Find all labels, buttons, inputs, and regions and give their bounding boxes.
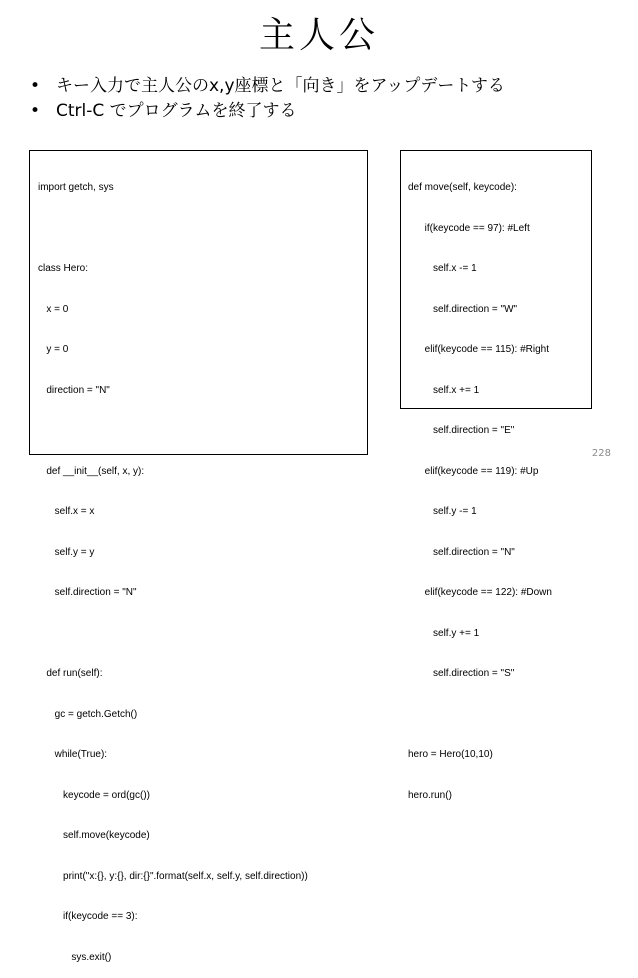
page-number: 228	[591, 448, 611, 459]
code-line: self.direction = "N"	[38, 587, 137, 598]
code-line: import getch, sys	[38, 182, 114, 193]
code-line	[38, 627, 367, 641]
code-line: gc = getch.Getch()	[38, 708, 138, 720]
bullet-list	[30, 74, 505, 124]
code-line: class Hero:	[38, 263, 89, 274]
bullet-text: Ctrl-C でプログラムを終了する	[56, 101, 297, 121]
code-line	[38, 222, 367, 236]
code-line: def move(self, keycode):	[408, 182, 517, 193]
code-line: direction = "N"	[38, 384, 110, 396]
code-line: elif(keycode == 115): #Right	[408, 344, 550, 355]
code-block-hero-class	[29, 150, 368, 963]
code-line: self.direction = "E"	[408, 425, 515, 436]
code-block-move-method	[400, 150, 592, 801]
code-line: self.direction = "W"	[408, 303, 518, 315]
code-line: self.x = x	[38, 506, 95, 517]
code-line: self.y = y	[38, 546, 95, 558]
code-line: hero = Hero(10,10)	[408, 749, 493, 760]
code-line: self.y -= 1	[408, 506, 477, 517]
code-line: self.y += 1	[408, 627, 480, 639]
slide-title: 主人公	[258, 15, 379, 56]
code-line: self.move(keycode)	[38, 830, 150, 841]
code-line: keycode = ord(gc())	[38, 789, 150, 801]
code-line: self.x -= 1	[408, 263, 477, 274]
bullet-text: キー入力で主人公のx,y座標と「向き」をアップデートする	[56, 76, 505, 96]
code-line: self.x += 1	[408, 384, 480, 396]
code-line: if(keycode == 3):	[38, 911, 138, 922]
code-line: elif(keycode == 119): #Up	[408, 465, 539, 477]
code-line	[408, 708, 591, 722]
code-line: self.direction = "S"	[408, 668, 515, 679]
code-line: hero.run()	[408, 789, 452, 801]
code-line: while(True):	[38, 749, 108, 760]
bullet-item	[30, 99, 505, 124]
code-line: def __init__(self, x, y):	[38, 465, 145, 477]
bullet-dot-icon: •	[30, 76, 41, 96]
code-line: if(keycode == 97): #Left	[408, 222, 530, 234]
bullet-item	[30, 74, 505, 99]
bullet-dot-icon: •	[30, 101, 41, 121]
code-line: elif(keycode == 122): #Down	[408, 587, 552, 598]
code-line: x = 0	[38, 303, 69, 315]
code-line: print("x:{}, y:{}, dir:{}".format(self.x, self.y, self.direction))	[38, 870, 308, 882]
code-line: self.direction = "N"	[408, 546, 515, 558]
code-line: sys.exit()	[38, 951, 112, 963]
code-line: y = 0	[38, 344, 69, 355]
code-line	[38, 424, 367, 438]
code-line: def run(self):	[38, 668, 103, 679]
